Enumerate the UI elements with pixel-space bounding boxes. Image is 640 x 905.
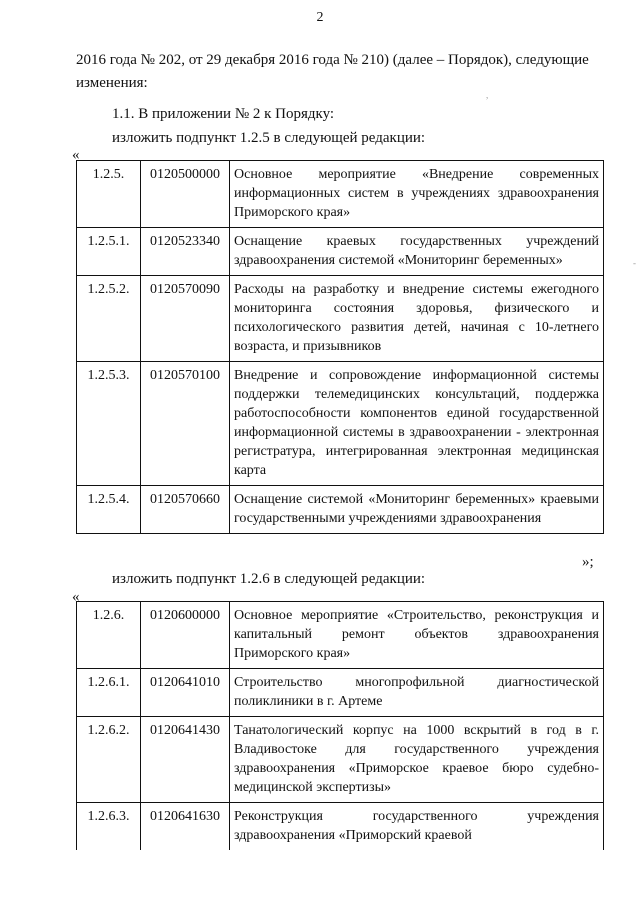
table-row — [77, 161, 604, 228]
instruction-2: изложить подпункт 1.2.6 в следующей редакции: — [112, 571, 426, 587]
row-description: Основное мероприятие «Строительство, реконструкция и капитальный ремонт объектов здравоохранения Приморского края» — [230, 602, 604, 669]
open-quote-1: « — [72, 147, 80, 163]
scan-speck: , — [486, 90, 489, 100]
row-description: Основное мероприятие «Внедрение современных информационных систем в учреждениях здравоохранения Приморского края» — [230, 161, 604, 228]
instruction-1: изложить подпункт 1.2.5 в следующей редакции: — [112, 130, 426, 146]
table-row — [77, 602, 604, 669]
row-description: Строительство многопрофильной диагностической поликлиники в г. Артеме — [230, 669, 604, 717]
item-heading: 1.1. В приложении № 2 к Порядку: — [112, 106, 335, 122]
row-number: 1.2.6.2. — [77, 717, 141, 803]
intro-line-1: 2016 года № 202, от 29 декабря 2016 года № 210) (далее – Порядок), следующие — [76, 52, 589, 68]
row-description: Внедрение и сопровождение информационной системы поддержки телемедицинских консультаций, поддержка работоспособности компонентов единой государственной информационной системы в здравоохранении - электронная регистратура, интегрированная электронная медицинская карта — [230, 362, 604, 486]
row-number: 1.2.5.1. — [77, 228, 141, 276]
row-number: 1.2.6.3. — [77, 803, 141, 851]
row-description: Танатологический корпус на 1000 вскрытий в год в г. Владивостоке для государственного учреждения здравоохранения «Приморское краевое бюро судебно-медицинской экспертизы» — [230, 717, 604, 803]
table-row — [77, 669, 604, 717]
row-code: 0120570660 — [141, 486, 230, 534]
row-number: 1.2.5.4. — [77, 486, 141, 534]
row-number: 1.2.6. — [77, 602, 141, 669]
table-row — [77, 362, 604, 486]
open-quote-2: « — [72, 589, 80, 605]
row-code: 0120570100 — [141, 362, 230, 486]
table-row — [77, 228, 604, 276]
row-code: 0120641010 — [141, 669, 230, 717]
row-code: 0120500000 — [141, 161, 230, 228]
row-description: Оснащение системой «Мониторинг беременных» краевыми государственными учреждениями здравоохранения — [230, 486, 604, 534]
table-row — [77, 486, 604, 534]
scan-speck: - — [633, 258, 636, 268]
intro-line-2: изменения: — [76, 75, 148, 91]
row-number: 1.2.5.3. — [77, 362, 141, 486]
row-number: 1.2.5. — [77, 161, 141, 228]
page-number: 2 — [316, 10, 324, 25]
row-description: Расходы на разработку и внедрение системы ежегодного мониторинга состояния здоровья, физического и психологического развития детей, начиная с 10-летнего возраста, и призывников — [230, 276, 604, 362]
row-number: 1.2.5.2. — [77, 276, 141, 362]
table-subitem-1-2-6 — [76, 601, 604, 850]
row-code: 0120600000 — [141, 602, 230, 669]
table-row — [77, 276, 604, 362]
row-code: 0120641630 — [141, 803, 230, 851]
row-number: 1.2.6.1. — [77, 669, 141, 717]
row-code: 0120570090 — [141, 276, 230, 362]
table-row — [77, 803, 604, 851]
row-code: 0120523340 — [141, 228, 230, 276]
table-row — [77, 717, 604, 803]
table-subitem-1-2-5 — [76, 160, 604, 534]
row-description: Реконструкция государственного учреждения здравоохранения «Приморский краевой — [230, 803, 604, 851]
row-description: Оснащение краевых государственных учреждений здравоохранения системой «Мониторинг беременных» — [230, 228, 604, 276]
close-quote-1: »; — [582, 554, 594, 570]
row-code: 0120641430 — [141, 717, 230, 803]
